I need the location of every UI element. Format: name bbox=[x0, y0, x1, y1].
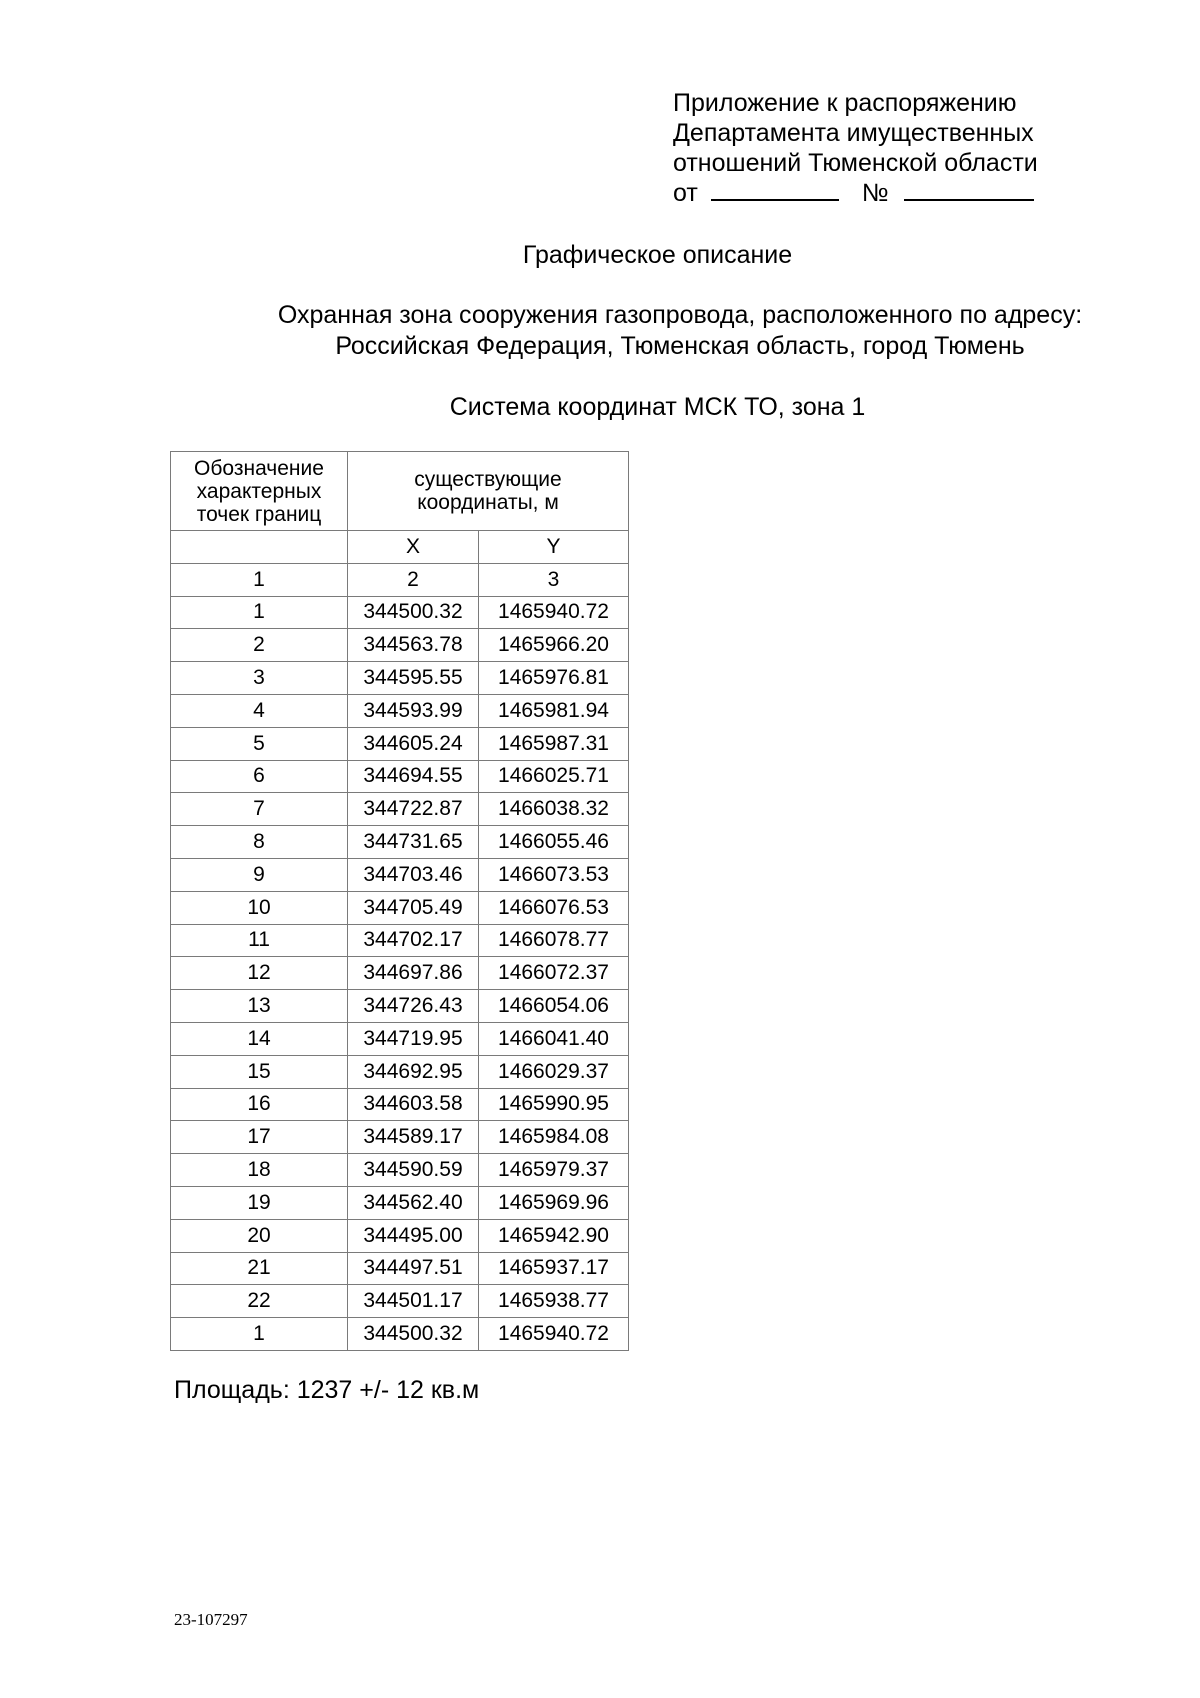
table-row bbox=[171, 1186, 629, 1219]
point-cell: 11 bbox=[171, 924, 348, 957]
coordinates-table bbox=[170, 451, 629, 1351]
point-cell: 5 bbox=[171, 727, 348, 760]
point-cell: 18 bbox=[171, 1154, 348, 1187]
point-cell: 10 bbox=[171, 891, 348, 924]
x-cell: 344722.87 bbox=[348, 793, 479, 826]
point-cell: 16 bbox=[171, 1088, 348, 1121]
empty-header-cell bbox=[171, 531, 348, 564]
document-id: 23-107297 bbox=[174, 1610, 248, 1629]
x-cell: 344563.78 bbox=[348, 629, 479, 662]
point-cell: 15 bbox=[171, 1055, 348, 1088]
point-cell: 21 bbox=[171, 1252, 348, 1285]
column-number-row bbox=[171, 563, 629, 596]
x-cell: 344605.24 bbox=[348, 727, 479, 760]
x-cell: 344719.95 bbox=[348, 1022, 479, 1055]
column-number-3: 3 bbox=[479, 563, 629, 596]
table-row bbox=[171, 662, 629, 695]
table-row bbox=[171, 1055, 629, 1088]
table-row bbox=[171, 990, 629, 1023]
y-cell: 1465984.08 bbox=[479, 1121, 629, 1154]
x-cell: 344501.17 bbox=[348, 1285, 479, 1318]
subject-description bbox=[180, 300, 1180, 362]
table-row bbox=[171, 793, 629, 826]
point-cell: 9 bbox=[171, 858, 348, 891]
table-row bbox=[171, 1154, 629, 1187]
table-header-row bbox=[171, 452, 629, 531]
column-number-1: 1 bbox=[171, 563, 348, 596]
date-blank bbox=[711, 179, 839, 201]
y-cell: 1465938.77 bbox=[479, 1285, 629, 1318]
y-cell: 1465942.90 bbox=[479, 1219, 629, 1252]
table-row bbox=[171, 1022, 629, 1055]
x-cell: 344702.17 bbox=[348, 924, 479, 957]
y-cell: 1465990.95 bbox=[479, 1088, 629, 1121]
y-cell: 1465976.81 bbox=[479, 662, 629, 695]
y-cell: 1465937.17 bbox=[479, 1252, 629, 1285]
x-cell: 344500.32 bbox=[348, 596, 479, 629]
table-row bbox=[171, 629, 629, 662]
table-row bbox=[171, 694, 629, 727]
table-row bbox=[171, 1318, 629, 1351]
point-cell: 20 bbox=[171, 1219, 348, 1252]
x-header: X bbox=[348, 531, 479, 564]
point-designation-header: Обозначение характерных точек границ bbox=[171, 452, 348, 531]
table-row bbox=[171, 596, 629, 629]
y-cell: 1465940.72 bbox=[479, 1318, 629, 1351]
point-cell: 14 bbox=[171, 1022, 348, 1055]
point-cell: 22 bbox=[171, 1285, 348, 1318]
number-prefix: № bbox=[861, 179, 889, 207]
y-cell: 1465979.37 bbox=[479, 1154, 629, 1187]
table-row bbox=[171, 858, 629, 891]
point-cell: 17 bbox=[171, 1121, 348, 1154]
document-title: Графическое описание bbox=[522, 241, 793, 269]
appendix-line-3: отношений Тюменской области bbox=[673, 149, 1038, 177]
y-cell: 1466038.32 bbox=[479, 793, 629, 826]
point-cell: 1 bbox=[171, 1318, 348, 1351]
table-row bbox=[171, 957, 629, 990]
number-blank bbox=[904, 179, 1034, 201]
point-cell: 6 bbox=[171, 760, 348, 793]
y-cell: 1465940.72 bbox=[479, 596, 629, 629]
y-cell: 1465969.96 bbox=[479, 1186, 629, 1219]
date-prefix: от bbox=[673, 179, 698, 207]
point-cell: 2 bbox=[171, 629, 348, 662]
table-row bbox=[171, 1252, 629, 1285]
x-cell: 344692.95 bbox=[348, 1055, 479, 1088]
x-cell: 344731.65 bbox=[348, 826, 479, 859]
appendix-line-2: Департамента имущественных bbox=[673, 119, 1034, 147]
x-cell: 344703.46 bbox=[348, 858, 479, 891]
x-cell: 344593.99 bbox=[348, 694, 479, 727]
x-cell: 344694.55 bbox=[348, 760, 479, 793]
point-cell: 19 bbox=[171, 1186, 348, 1219]
table-row bbox=[171, 727, 629, 760]
y-cell: 1465966.20 bbox=[479, 629, 629, 662]
area-text: Площадь: 1237 +/- 12 кв.м bbox=[174, 1376, 480, 1404]
table-row bbox=[171, 1285, 629, 1318]
table-row bbox=[171, 1088, 629, 1121]
x-cell: 344562.40 bbox=[348, 1186, 479, 1219]
x-cell: 344495.00 bbox=[348, 1219, 479, 1252]
table-row bbox=[171, 924, 629, 957]
y-cell: 1466054.06 bbox=[479, 990, 629, 1023]
appendix-line-1: Приложение к распоряжению bbox=[673, 89, 1017, 117]
x-cell: 344500.32 bbox=[348, 1318, 479, 1351]
y-cell: 1466073.53 bbox=[479, 858, 629, 891]
x-cell: 344726.43 bbox=[348, 990, 479, 1023]
y-cell: 1466025.71 bbox=[479, 760, 629, 793]
x-cell: 344497.51 bbox=[348, 1252, 479, 1285]
subject-line-2: Российская Федерация, Тюменская область, город Тюмень bbox=[335, 332, 1025, 360]
point-cell: 4 bbox=[171, 694, 348, 727]
x-cell: 344590.59 bbox=[348, 1154, 479, 1187]
y-cell: 1466076.53 bbox=[479, 891, 629, 924]
table-row bbox=[171, 1121, 629, 1154]
x-cell: 344595.55 bbox=[348, 662, 479, 695]
y-cell: 1466041.40 bbox=[479, 1022, 629, 1055]
x-cell: 344589.17 bbox=[348, 1121, 479, 1154]
date-number-line bbox=[673, 178, 1038, 208]
point-cell: 12 bbox=[171, 957, 348, 990]
subject-line-1: Охранная зона сооружения газопровода, расположенного по адресу: bbox=[277, 301, 1083, 329]
x-cell: 344697.86 bbox=[348, 957, 479, 990]
y-header: Y bbox=[479, 531, 629, 564]
point-cell: 8 bbox=[171, 826, 348, 859]
coordinate-system: Система координат МСК ТО, зона 1 bbox=[449, 393, 866, 421]
coordinates-header: существующие координаты, м bbox=[348, 452, 629, 531]
xy-header-row bbox=[171, 531, 629, 564]
y-cell: 1465987.31 bbox=[479, 727, 629, 760]
y-cell: 1466072.37 bbox=[479, 957, 629, 990]
column-number-2: 2 bbox=[348, 563, 479, 596]
point-cell: 7 bbox=[171, 793, 348, 826]
table-row bbox=[171, 1219, 629, 1252]
x-cell: 344603.58 bbox=[348, 1088, 479, 1121]
y-cell: 1466055.46 bbox=[479, 826, 629, 859]
appendix-header bbox=[673, 88, 1038, 208]
point-cell: 13 bbox=[171, 990, 348, 1023]
table-row bbox=[171, 891, 629, 924]
x-cell: 344705.49 bbox=[348, 891, 479, 924]
point-cell: 3 bbox=[171, 662, 348, 695]
point-cell: 1 bbox=[171, 596, 348, 629]
y-cell: 1466029.37 bbox=[479, 1055, 629, 1088]
y-cell: 1465981.94 bbox=[479, 694, 629, 727]
table-row bbox=[171, 826, 629, 859]
y-cell: 1466078.77 bbox=[479, 924, 629, 957]
table-row bbox=[171, 760, 629, 793]
